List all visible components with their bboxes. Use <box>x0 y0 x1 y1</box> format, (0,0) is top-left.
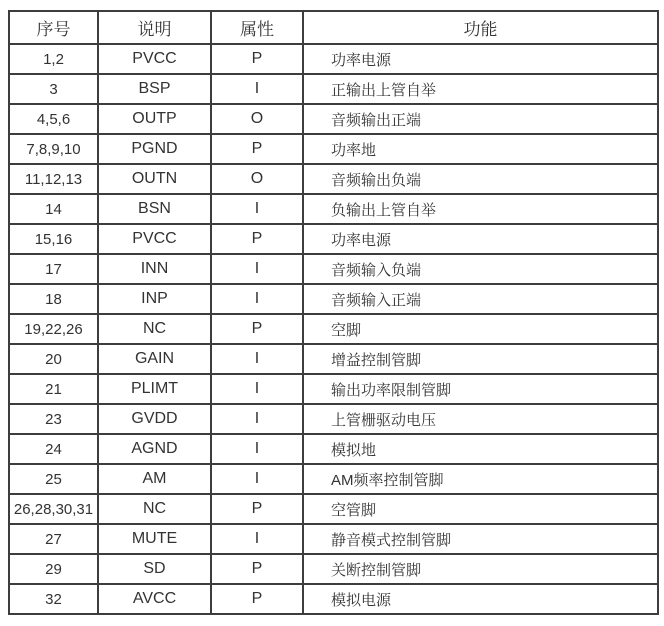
cell-attribute: I <box>211 254 303 284</box>
cell-pin-number: 27 <box>9 524 98 554</box>
cell-signal-name: AGND <box>98 434 211 464</box>
cell-signal-name: PVCC <box>98 224 211 254</box>
cell-function: 增益控制管脚 <box>303 344 658 374</box>
cell-attribute: P <box>211 44 303 74</box>
cell-function: AM频率控制管脚 <box>303 464 658 494</box>
table-row <box>9 494 658 524</box>
cell-attribute: I <box>211 434 303 464</box>
table-row <box>9 44 658 74</box>
table-row <box>9 404 658 434</box>
table-row <box>9 104 658 134</box>
cell-signal-name: GAIN <box>98 344 211 374</box>
cell-attribute: P <box>211 554 303 584</box>
cell-signal-name: OUTP <box>98 104 211 134</box>
cell-function: 模拟地 <box>303 434 658 464</box>
table-row <box>9 554 658 584</box>
cell-pin-number: 21 <box>9 374 98 404</box>
cell-attribute: O <box>211 104 303 134</box>
table-row <box>9 194 658 224</box>
cell-signal-name: OUTN <box>98 164 211 194</box>
table-row <box>9 284 658 314</box>
header-attribute: 属性 <box>211 11 303 44</box>
cell-signal-name: INN <box>98 254 211 284</box>
cell-function: 音频输入负端 <box>303 254 658 284</box>
cell-signal-name: AM <box>98 464 211 494</box>
cell-attribute: P <box>211 134 303 164</box>
cell-function: 负输出上管自举 <box>303 194 658 224</box>
cell-signal-name: PVCC <box>98 44 211 74</box>
cell-pin-number: 1,2 <box>9 44 98 74</box>
cell-pin-number: 26,28,30,31 <box>9 494 98 524</box>
cell-pin-number: 4,5,6 <box>9 104 98 134</box>
cell-attribute: I <box>211 464 303 494</box>
cell-signal-name: MUTE <box>98 524 211 554</box>
cell-pin-number: 23 <box>9 404 98 434</box>
cell-function: 空管脚 <box>303 494 658 524</box>
cell-pin-number: 7,8,9,10 <box>9 134 98 164</box>
cell-pin-number: 14 <box>9 194 98 224</box>
table-row <box>9 254 658 284</box>
cell-signal-name: NC <box>98 314 211 344</box>
cell-pin-number: 24 <box>9 434 98 464</box>
cell-attribute: P <box>211 494 303 524</box>
cell-pin-number: 29 <box>9 554 98 584</box>
cell-function: 功率电源 <box>303 224 658 254</box>
cell-function: 功率电源 <box>303 44 658 74</box>
cell-function: 音频输入正端 <box>303 284 658 314</box>
cell-attribute: O <box>211 164 303 194</box>
cell-function: 静音模式控制管脚 <box>303 524 658 554</box>
cell-attribute: I <box>211 284 303 314</box>
cell-attribute: I <box>211 374 303 404</box>
cell-signal-name: GVDD <box>98 404 211 434</box>
cell-function: 空脚 <box>303 314 658 344</box>
cell-pin-number: 19,22,26 <box>9 314 98 344</box>
header-row <box>9 11 658 44</box>
cell-pin-number: 20 <box>9 344 98 374</box>
header-signal-name: 说明 <box>98 11 211 44</box>
header-pin-number: 序号 <box>9 11 98 44</box>
cell-pin-number: 11,12,13 <box>9 164 98 194</box>
cell-pin-number: 15,16 <box>9 224 98 254</box>
cell-signal-name: BSP <box>98 74 211 104</box>
table-row <box>9 524 658 554</box>
cell-signal-name: SD <box>98 554 211 584</box>
table-row <box>9 374 658 404</box>
cell-function: 上管栅驱动电压 <box>303 404 658 434</box>
cell-pin-number: 25 <box>9 464 98 494</box>
table-row <box>9 74 658 104</box>
cell-signal-name: BSN <box>98 194 211 224</box>
cell-signal-name: AVCC <box>98 584 211 614</box>
cell-function: 音频输出正端 <box>303 104 658 134</box>
cell-pin-number: 32 <box>9 584 98 614</box>
cell-function: 功率地 <box>303 134 658 164</box>
cell-function: 音频输出负端 <box>303 164 658 194</box>
table-row <box>9 344 658 374</box>
cell-function: 模拟电源 <box>303 584 658 614</box>
cell-signal-name: INP <box>98 284 211 314</box>
table-row <box>9 134 658 164</box>
cell-function: 输出功率限制管脚 <box>303 374 658 404</box>
cell-attribute: P <box>211 314 303 344</box>
cell-attribute: I <box>211 74 303 104</box>
table-row <box>9 584 658 614</box>
cell-signal-name: PLIMT <box>98 374 211 404</box>
cell-function: 正输出上管自举 <box>303 74 658 104</box>
cell-attribute: I <box>211 404 303 434</box>
table-row <box>9 164 658 194</box>
cell-attribute: I <box>211 194 303 224</box>
table-row <box>9 434 658 464</box>
cell-attribute: I <box>211 344 303 374</box>
pin-function-table <box>8 10 659 615</box>
cell-function: 关断控制管脚 <box>303 554 658 584</box>
cell-pin-number: 3 <box>9 74 98 104</box>
cell-attribute: I <box>211 524 303 554</box>
cell-attribute: P <box>211 224 303 254</box>
header-function: 功能 <box>303 11 658 44</box>
cell-pin-number: 18 <box>9 284 98 314</box>
table-row <box>9 314 658 344</box>
cell-attribute: P <box>211 584 303 614</box>
cell-signal-name: NC <box>98 494 211 524</box>
table-row <box>9 464 658 494</box>
cell-pin-number: 17 <box>9 254 98 284</box>
cell-signal-name: PGND <box>98 134 211 164</box>
table-row <box>9 224 658 254</box>
